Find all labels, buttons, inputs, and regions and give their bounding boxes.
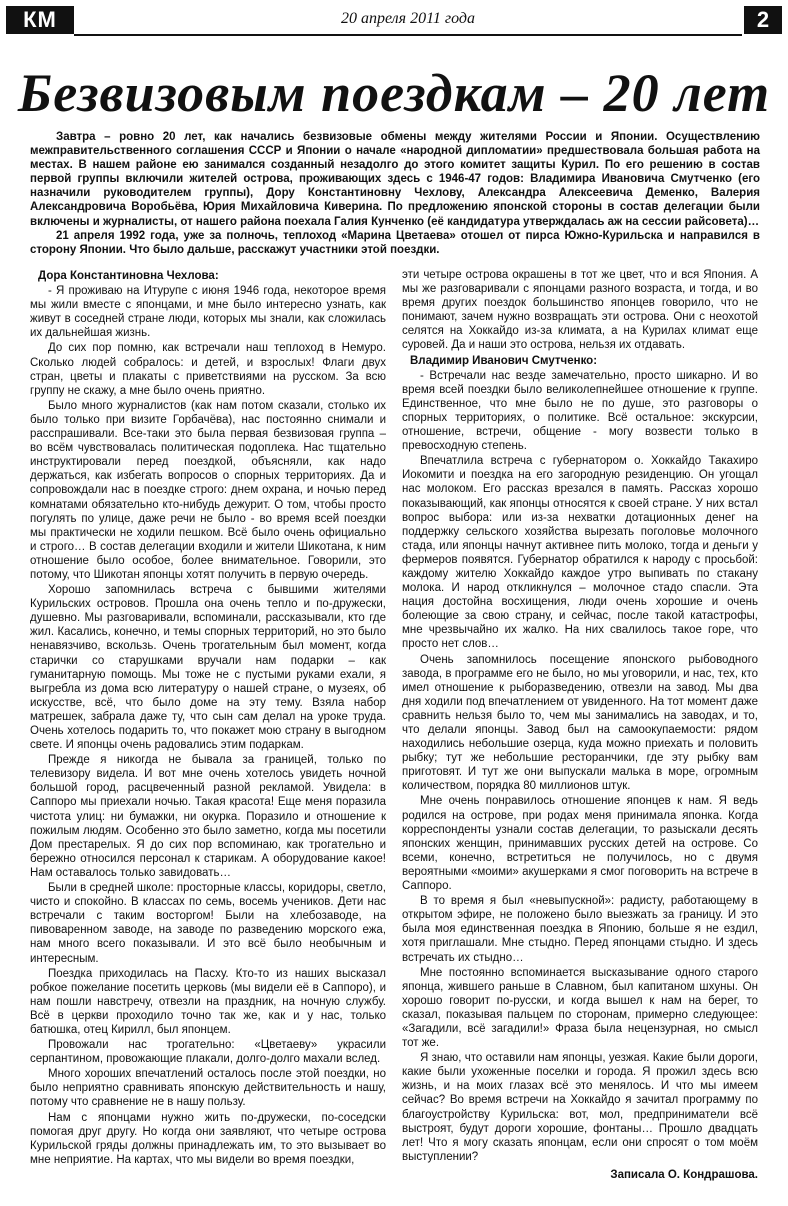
body-paragraph-continued: эти четыре острова окрашены в тот же цвет, что и вся Япония. А мы же разговаривали с японцами разного возраста, и тогда, и во время других поездок большинство японцев говорило, что не понимают, зачем нужно возвращать эти острова. Они с неохотой селятся на Хоккайдо из-за климата, а на Курилах климат еще суровей. Да и наши это острова, нельзя их отдавать. xyxy=(402,269,758,352)
newspaper-header xyxy=(6,6,782,34)
article-title: Безвизовым поездкам – 20 лет xyxy=(17,63,771,123)
body-paragraph: Провожали нас трогательно: «Цветаеву» украсили серпантином, провожающие плакали, долго-долго махали вслед. xyxy=(30,1039,386,1066)
body-paragraph: Мне постоянно вспоминается высказывание одного старого японца, жившего раньше в Славном, был капитаном шхуны. Он хорошо говорит по-русски, и когда вышел к нам на берег, то сказал, показывая пальцем по сторонам, примерно следующее: «Загадили, всё загадили!» Фраза была нецензурная, но смысл тот же. xyxy=(402,966,758,1050)
issue-date: 20 апреля 2011 года xyxy=(74,6,742,36)
newspaper-logo: КМ xyxy=(6,6,74,34)
lead-paragraph: Завтра – ровно 20 лет, как начались безвизовые обмены между жителями России и Японии. Осуществлению межправительственного соглашения СССР и Японии о начале «народной дипломатии» предшествовала большая работа на местах. В нашем районе ею занимался созданный незадолго до этого комитет защиты Курил. По его решению в состав первой группы включили жителей острова, проживающих здесь с 1946-47 годов: Владимира Ивановича Смутченко (его назначили руководителем группы), Дору Константиновну Чехлову, Александра Алексеевича Деменко, Валерия Александровича Воробьёва, Юрия Михайловича Киверина. По предложению японской стороны в состав делегации были включены и журналисты, от нашего района поехала Галия Кунченко (её кандидатура утверждалась аж на сессии райсовета)… xyxy=(30,131,760,228)
body-paragraph: Было много журналистов (как нам потом сказали, столько их было только при визите Горбачёва), нас постоянно снимали и расспрашивали. Все-таки это была первая безвизовая группа – во всём чувствовалась политическая подоплека. Нас тщательно инструктировали перед поездкой, объясняли, как надо держаться, как избегать вопросов о спорных территориях. Да и сопровождали нас в поездке строго: днем охрана, и ночью перед комнатами обязательно кто-нибудь дежурит. О том, чтобы просто погулять по улице, даже речи не было - во время всей поездки мы практически не ходили пешком. Всё было очень официально и строго… В состав делегации входили и жители Шикотана, к ним отношение было особое, более внимательное. Говорили, это потому, что Шикотан японцы хотят получить в первую очередь. xyxy=(30,399,386,581)
body-paragraph: Хорошо запомнилась встреча с бывшими жителями Курильских островов. Прошла она очень тепло и по-дружески, душевно. Мы разговаривали, вспоминали, рассказывали, кто где жил. Касались, конечно, и темы спорных территорий, но это было ненавязчиво, вскользь. Очень трогательным был момент, когда старички со старушками вручали нам подарки – как гуманитарную помощь. Мы тоже не с пустыми руками ехали, я выгребла из дома всю литературу о нашей стране, о музеях, об искусстве, всё, что было доме на эту тему. Взяла набор матрешек, забрала даже ту, что сын сам делал на уроке труда. Очень хотелось подарить то, что покажет мою страну в выгодном свете. И японцы очень радовались этим подаркам. xyxy=(30,584,386,752)
body-paragraph: Прежде я никогда не бывала за границей, только по телевизору видела. И вот мне очень хотелось увидеть ночной большой город, расцвеченный разной рекламой. Увидела: в Саппоро мы приехали ночью. Такая красота! Еще меня поразила чистота улиц: ни бумажки, ни окурка. Поразило и отношение к пожилым людям. Особенно это было заметно, когда мы посетили Дом престарелых. Я до сих пор вспоминаю, как трогательно и бережно относился персонал к старикам. А оборудование какое! Нам оставалось только завидовать… xyxy=(30,754,386,879)
body-paragraph: Впечатлила встреча с губернатором о. Хоккайдо Такахиро Иокомити и поездка на его загородную резиденцию. Он угощал нас молоком. Его рассказ врезался в память. Рассказ хорошо показывающий, как японцы относятся к своей стране. У них встал вопрос выбора: или из-за нехватки дотационных денег на поддержку сельского хозяйства вырезать поголовье молочного стада, или японцы начнут активнее пить молоко, тогда и деньги у фермеров появятся. Губернатор обратился к народу с просьбой: каждому жителю Хоккайдо каждое утро выпивать по стакану молока. И народ откликнулся – молочное стадо спасли. Эта нация достойна восхищения, люди очень хорошие и очень болеющие за свою страну, и сейчас, после такой катастрофы, мне чрезвычайно их жалко. На них свалилось такое горе, что просто нет слов… xyxy=(402,455,758,651)
body-paragraph: Я знаю, что оставили нам японцы, уезжая. Какие были дороги, какие были ухоженные поселки и города. Я прожил здесь всю жизнь, и на моих глазах всё это менялось. И что мы имеем сейчас? Во время встречи на Хоккайдо я зачитал программу по благоустройству Курильска: вот, мол, предприниматели всё выстроят, будут дороги хорошие, фонтаны… Прошло двадцать лет! Что я могу сказать японцам, если они спросят о том моём выступлении? xyxy=(402,1052,758,1163)
speaker-name: Владимир Иванович Смутченко: xyxy=(410,354,598,367)
author-signature: Записала О. Кондрашова. xyxy=(610,1168,758,1181)
body-paragraph: Были в средней школе: просторные классы, коридоры, светло, чисто и спокойно. В классах по семь, восемь учеников. Дети нас встречали с таким восторгом! Были на хлебозаводе, на пивоваренном заводе, на заводе по разведению морского ежа, нам много всего показывали. И это всё было необычным и интересным. xyxy=(30,882,386,965)
left-column xyxy=(30,268,386,1168)
body-paragraph: Нам с японцами нужно жить по-дружески, по-соседски помогая друг другу. Но когда они заявляют, что четыре острова Курильской гряды должны принадлежать им, то это вызывает во мне неприятие. На картах, что мы видели во время поездки, xyxy=(30,1111,386,1166)
body-paragraph: В то время я был «невыпускной»: радисту, работающему в открытом эфире, не положено было выезжать за границу. И это была моя единственная поездка в Японию, больше я не ездил, хотя приглашали. Мне стыдно. Перед японцами стыдно. И здесь встречать их стыдно… xyxy=(402,895,758,964)
lead-paragraph: 21 апреля 1992 года, уже за полночь, теплоход «Марина Цветаева» отошел от пирса Южно-Курильска и направился в сторону Японии. Что было дальше, расскажут участники этой поездки. xyxy=(30,229,760,256)
article-lead xyxy=(30,130,760,257)
page-number: 2 xyxy=(744,6,782,34)
body-paragraph: Очень запомнилось посещение японского рыбоводного завода, в программе его не было, но мы уговорили, и нас, тех, кто имел отношение к рыборазведению, отвезли на завод. Мы два дня ходили под впечатлением от увиденного. На тот момент даже сравнить нельзя было то, чем мы занимались на заводах, и то, что делали японцы. Завод был на самоокупаемости: рядом находились небольшие озерца, куда можно приехать и половить рыбку; тут же небольшие ресторанчики, где эту рыбку вам приготовят. И тут же они выпускали малька в море, огромным количеством, порядка 80 миллионов штук. xyxy=(402,653,758,793)
body-paragraph: - Я проживаю на Итурупе с июня 1946 года, некоторое время мы жили вместе с японцами, и мне было интересно узнать, как живут в соседней стране люди, которых мы знали, как сложилась их дальнейшая жизнь. xyxy=(30,285,386,340)
speaker-name: Дора Константиновна Чехлова: xyxy=(38,270,219,282)
body-paragraph: - Встречали нас везде замечательно, просто шикарно. И во время всей поездки было великолепнейшее отношение к группе. Единственное, что мне было не по душе, это разговоры о спорных территориях, о политике. Всё остальное: экскурсии, отношение, встречи, общение - могу возвести только в превосходную степень. xyxy=(402,369,758,453)
body-paragraph: До сих пор помню, как встречали наш теплоход в Немуро. Сколько людей собралось: и детей, и взрослых! Флаги двух стран, цветы и плакаты с приветствиями на русском. За всю группу не скажу, а мне было очень приятно. xyxy=(30,342,386,397)
body-paragraph: Мне очень понравилось отношение японцев к нам. Я ведь родился на острове, при родах меня принимала японка. Когда корреспонденты узнали состав делегации, то разыскали десять японских женщин, принимавших русских детей на острове. Со всеми, конечно, встретиться не получилось, но с двумя вероятными «моими» акушерками я смог поговорить на встрече в Саппоро. xyxy=(402,795,758,893)
right-column xyxy=(402,268,758,1183)
body-paragraph: Много хороших впечатлений осталось после этой поездки, но было неприятно сравнивать японскую действительность и нашу, потому что сравнение не в нашу пользу. xyxy=(30,1068,386,1109)
body-paragraph: Поездка приходилась на Пасху. Кто-то из наших высказал робкое пожелание посетить церковь (мы видели её в Саппоро), и нам пошли навстречу, отвезли на праздник, на ночную службу. Всё в церкви проходило точно так же, как и у нас, только батюшка, отец Кирилл, был японцем. xyxy=(30,967,386,1036)
